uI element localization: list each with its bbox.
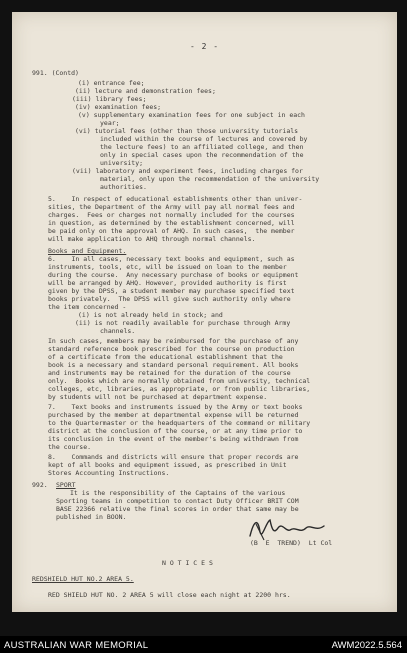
text-line: during the course. Any necessary purchase of books or equipment: [48, 271, 299, 279]
text-line: its conclusion in the event of the member's being withdrawn from: [48, 435, 299, 443]
text-line: the lecture fees) to an affiliated college, and then: [100, 143, 304, 151]
text-line: purchased by the member at departmental expense will be returned: [48, 411, 299, 419]
text-line: kept of all books and equipment issued, as prescribed in Unit: [48, 461, 287, 469]
text-line: authorities.: [100, 183, 147, 191]
text-line: (iv) examination fees;: [75, 103, 162, 111]
text-line: will make application to AHQ through normal channels.: [48, 235, 256, 243]
footer-reference: AWM2022.5.564: [331, 640, 402, 651]
text-line: (B E TREND) Lt Col: [250, 539, 333, 547]
text-line: (ii) is not readily available for purchase through Army: [75, 319, 291, 327]
text-line: district at the conclusion of the course, or at any time prior to: [48, 427, 303, 435]
text-line: N O T I C E S: [162, 559, 213, 567]
text-line: published in BOON.: [56, 513, 127, 521]
text-line: only in special cases upon the recommendation of the: [100, 151, 304, 159]
text-line: sities, the Department of the Army will pay all normal fees and: [48, 203, 295, 211]
document-page: [12, 12, 397, 612]
handwritten-signature: [244, 514, 334, 544]
text-line: colleges, etc, libraries, as appropriate, or from public libraries,: [48, 385, 311, 393]
text-line: (i) entrance fee;: [78, 79, 145, 87]
text-line: be paid only on the approval of AHQ. In such cases, the member: [48, 227, 295, 235]
text-line: It is the responsibility of the Captains of the various: [70, 489, 286, 497]
text-line: SPORT: [56, 481, 76, 489]
text-line: 6. In all cases, necessary text books and equipment, such as: [48, 255, 295, 263]
text-line: 7. Text books and instruments issued by the Army or text books: [48, 403, 303, 411]
text-line: In such cases, members may be reimbursed for the purchase of any: [48, 337, 299, 345]
text-line: material, only upon the recommendation of the university: [100, 175, 320, 183]
text-line: instruments, tools, etc, will be issued on loan to the member: [48, 263, 287, 271]
text-line: by students will not be purchased at department expense.: [48, 393, 268, 401]
text-line: given by the DPSS, a student member may purchase specified text: [48, 287, 295, 295]
text-line: (vi) tutorial fees (other than those university tutorials: [75, 127, 299, 135]
text-line: university;: [100, 159, 144, 167]
text-line: (ii) lecture and demonstration fees;: [75, 87, 216, 95]
text-line: in question, as determined by the establishment concerned, will: [48, 219, 295, 227]
text-line: of a certificate from the educational establishment that the: [48, 353, 283, 361]
text-line: Books and Equipment.: [48, 247, 127, 255]
text-line: year;: [100, 119, 120, 127]
text-line: (i) is not already held in stock; and: [78, 311, 223, 319]
footer-institution: AUSTRALIAN WAR MEMORIAL: [4, 640, 149, 651]
text-line: books privately. The DPSS will give such authority only where: [48, 295, 291, 303]
archive-footer: [0, 636, 407, 653]
text-line: will be arranged by AHQ. However, provided authority is first: [48, 279, 287, 287]
text-line: the course.: [48, 443, 92, 451]
page-number: - 2 -: [189, 42, 220, 51]
text-line: included within the course of lectures and covered by: [100, 135, 308, 143]
text-line: and instruments may be retained for the duration of the course: [48, 369, 291, 377]
text-line: 991. (Contd): [32, 69, 79, 77]
text-line: Stores Accounting Instructions.: [48, 469, 170, 477]
typed-text-body: [12, 12, 397, 612]
text-line: standard reference book prescribed for the course on production: [48, 345, 295, 353]
text-line: 8. Commands and districts will ensure that proper records are: [48, 453, 299, 461]
text-line: (v) supplementary examination fees for one subject in each: [78, 111, 305, 119]
text-line: 5. In respect of educational establishments other than univer-: [48, 195, 303, 203]
text-line: channels.: [100, 327, 136, 335]
text-line: 992.: [32, 481, 48, 489]
text-line: (iii) library fees;: [72, 95, 147, 103]
text-line: BASE 22366 relative the final scores in order that same may be: [56, 505, 299, 513]
text-line: charges. Fees or charges not normally included for the courses: [48, 211, 295, 219]
text-line: RED SHIELD HUT NO. 2 AREA 5 will close each night at 2200 hrs.: [48, 591, 291, 599]
text-line: only. Books which are normally obtained from university, technical: [48, 377, 311, 385]
text-line: (vii) laboratory and experiment fees, including charges for: [72, 167, 303, 175]
text-line: Sporting teams in competition to contact Duty Officer BRIT COM: [56, 497, 299, 505]
text-line: the item concerned -: [48, 303, 127, 311]
text-line: book is a necessary and standard personal requirement. All books: [48, 361, 299, 369]
text-line: REDSHIELD HUT NO.2 AREA 5.: [32, 575, 134, 583]
text-line: to the Quartermaster or the headquarters of the command or military: [48, 419, 311, 427]
